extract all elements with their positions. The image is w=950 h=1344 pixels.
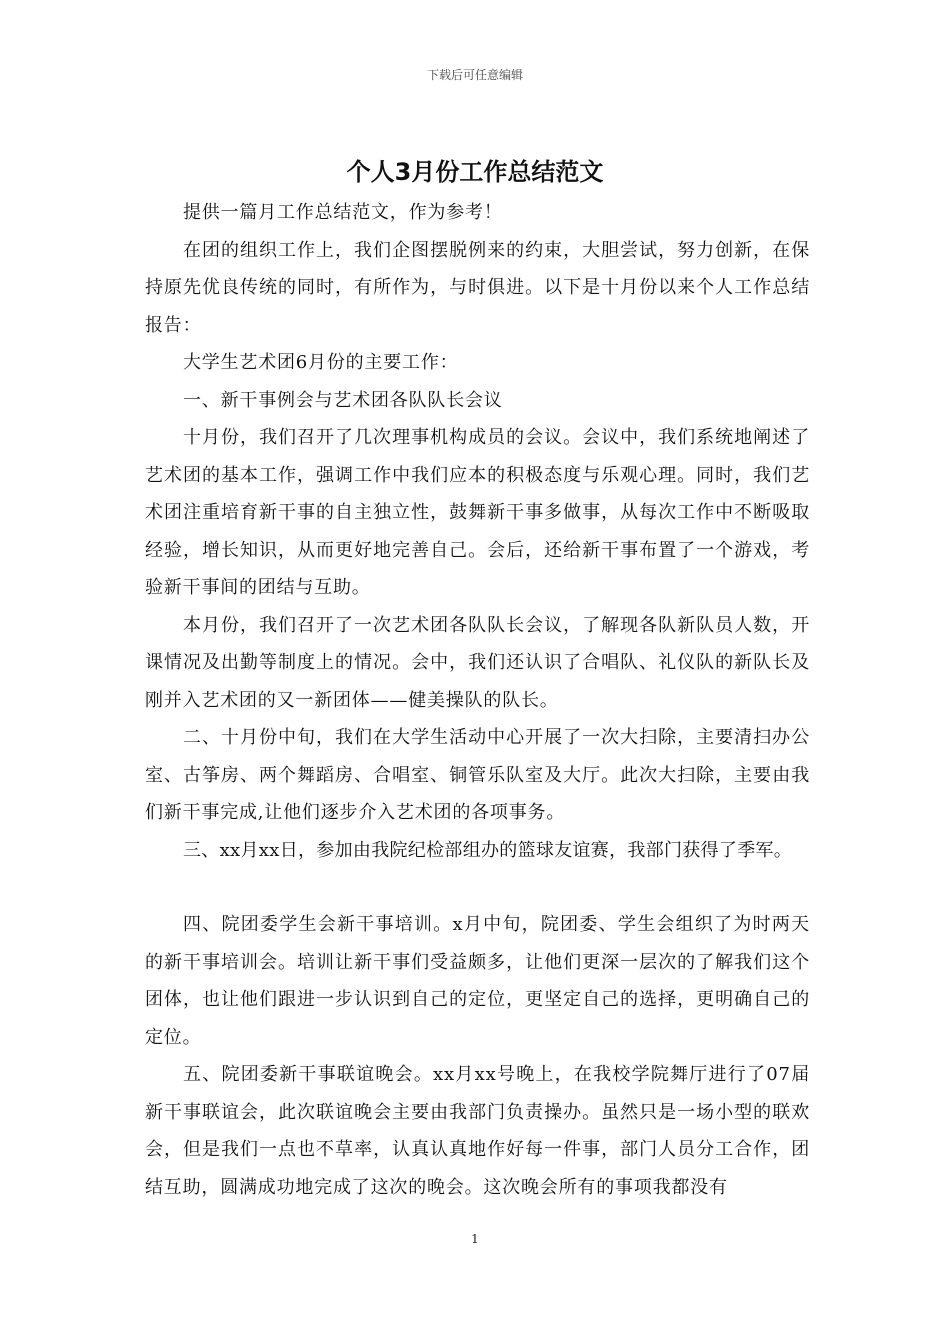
paragraph-item-3: 三、xx月xx日，参加由我院纪检部组办的篮球友谊赛，我部门获得了季军。 [183, 839, 793, 861]
page-header: 下载后可任意编辑 [426, 68, 523, 82]
paragraph-overview: 在团的组织工作上，我们企图摆脱例来的约束，大胆尝试，努力创新，在保持原先优良传统的同时，有所作为，与时俱进。以下是十月份以来个人工作总结报告： [145, 239, 810, 336]
paragraph-item-1-body: 十月份，我们召开了几次理事机构成员的会议。会议中，我们系统地阐述了艺术团的基本工作，强调工作中我们应本的积极态度与乐观心理。同时，我们艺术团注重培育新干事的自主独立性，鼓舞新干事多做事，从每次工作中不断吸取经验，增长知识，从而更好地完善自己。会后，还给新干事布置了一个游戏，考验新干事间的团结与互助。 [145, 427, 810, 598]
page-number: 1 [471, 1232, 479, 1246]
document-body [145, 194, 810, 1206]
paragraph-item-1-heading: 一、新干事例会与艺术团各队队长会议 [183, 389, 503, 411]
paragraph-section-heading: 大学生艺术团6月份的主要工作： [183, 352, 459, 373]
paragraph-intro: 提供一篇月工作总结范文，作为参考！ [183, 202, 503, 223]
paragraph-item-1-body-2: 本月份，我们召开了一次艺术团各队队长会议，了解现各队新队员人数，开课情况及出勤等制度上的情况。会中，我们还认识了合唱队、礼仪队的新队长及刚并入艺术团的又一新团体——健美操队的队长。 [145, 614, 810, 711]
paragraph-item-4: 四、院团委学生会新干事培训。x月中旬，院团委、学生会组织了为时两天的新干事培训会。培训让新干事们受益颇多，让他们更深一层次的了解我们这个团体，也让他们跟进一步认识到自己的定位，更坚定自己的选择，更明确自己的定位。 [145, 914, 810, 1048]
document-title: 个人3月份工作总结范文 [346, 158, 604, 186]
paragraph-item-2: 二、十月份中旬，我们在大学生活动中心开展了一次大扫除，主要清扫办公室、古筝房、两个舞蹈房、合唱室、铜管乐队室及大厅。此次大扫除，主要由我们新干事完成,让他们逐步介入艺术团的各项事务。 [145, 727, 810, 823]
paragraph-item-5: 五、院团委新干事联谊晚会。xx月xx号晚上，在我校学院舞厅进行了07届新干事联谊会，此次联谊晚会主要由我部门负责操办。虽然只是一场小型的联欢会，但是我们一点也不草率，认真认真地作好每一件事，部门人员分工合作，团结互助，圆满成功地完成了这次的晚会。这次晚会所有的事项我都没有 [145, 1064, 810, 1198]
